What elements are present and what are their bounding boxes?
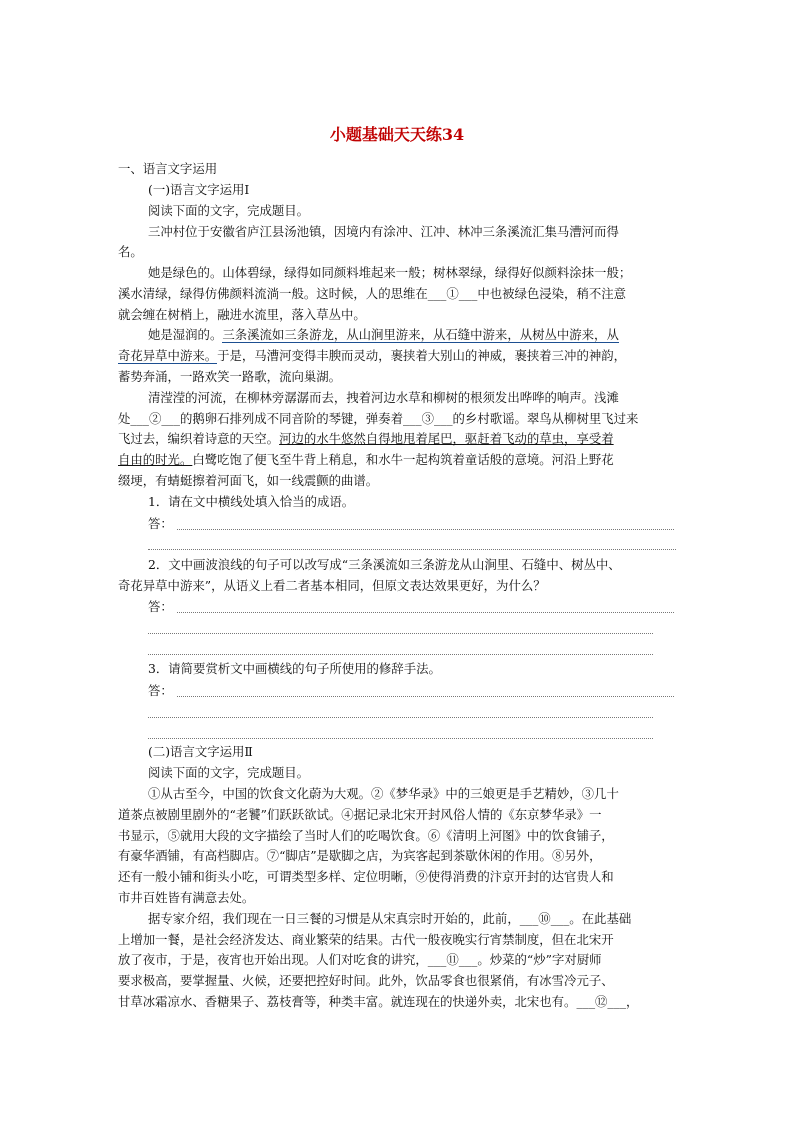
paragraph-line: 要求极高，要掌握量、火候，还要把控好时间。此外，饮品零食也很紧俏，有冰雪冷元子、	[118, 973, 614, 988]
answer-line[interactable]	[177, 696, 674, 697]
paragraph-line: 缀埂，有蜻蜓擦着河面飞，如一线震颤的曲谱。	[118, 473, 379, 488]
text-fragment: 白鹭吃饱了便飞至牛背上稍息，和水牛一起构筑着童话般的意境。河沿上野花	[192, 452, 614, 467]
wavy-underlined-sentence: 三条溪流如三条游龙，从山涧里游来，从石缝中游来，从树丛中游来，从	[222, 327, 619, 342]
paragraph-line: 市井百姓皆有满意去处。	[118, 890, 255, 905]
paragraph-line: 就会缠在树梢上，融进水流里，落入草丛中。	[118, 307, 366, 322]
paragraph-line: 还有一般小铺和街头小吃，可谓类型多样、定位明晰，⑨使得消费的汴京开封的达官贵人和	[118, 869, 614, 884]
answer-label: 答：	[148, 683, 173, 698]
instruction: 阅读下面的文字，完成题目。	[148, 203, 310, 218]
paragraph-line: 有豪华酒铺，有高档脚店。⑦“脚店”是歇脚之店，为宾客起到茶歇休闲的作用。⑧另外，	[118, 848, 602, 863]
answer-line[interactable]	[148, 717, 653, 718]
question-3: 3．请简要赏析文中画横线的句子所使用的修辞手法。	[148, 661, 441, 676]
subsection-heading: (二)语言文字运用Ⅱ	[148, 744, 253, 759]
paragraph-line: 道茶点被剧里剧外的“老饕”们跃跃欲试。④据记录北宋开封风俗人情的《东京梦华录》一	[118, 807, 602, 822]
answer-label: 答：	[148, 516, 173, 531]
paragraph-line: 放了夜市，于是，夜宵也开始出现。人们对吃食的讲究，___⑪___。炒菜的“炒”字对厨师	[118, 952, 602, 967]
underlined-sentence-end: 自由的时光。	[118, 452, 193, 467]
paragraph-line: 蓄势奔涌，一路欢笑一路歌，流向巢湖。	[118, 369, 342, 384]
answer-line[interactable]	[148, 738, 653, 739]
section-heading: 一、语言文字运用	[118, 161, 218, 176]
wavy-underlined-sentence-end: 奇花异草中游来。	[118, 348, 218, 363]
paragraph-line: 她是绿色的。山体碧绿，绿得如同颜料堆起来一般；树林翠绿，绿得好似颜料涂抹一般；	[148, 265, 632, 280]
page-title: 小题基础天天练34	[329, 125, 465, 144]
question-2-line: 奇花异草中游来”，从语义上看二者基本相同，但原文表达效果更好，为什么？	[118, 578, 546, 593]
paragraph-line	[118, 450, 678, 470]
paragraph-line: ①从古至今，中国的饮食文化蔚为大观。②《梦华录》中的三娘更是手艺精妙，③几十	[148, 786, 619, 801]
question-2: 2．文中画波浪线的句子可以改写成“三条溪流如三条游龙从山涧里、石缝中、树丛中、	[148, 557, 621, 572]
answer-line[interactable]	[148, 633, 653, 634]
underlined-sentence: 河边的水牛悠然自得地甩着尾巴，驱赶着飞动的草虫，享受着	[279, 431, 614, 446]
question-1: 1．请在文中横线处填入恰当的成语。	[148, 494, 355, 509]
answer-line[interactable]	[148, 654, 653, 655]
answer-line[interactable]	[177, 612, 674, 613]
paragraph-line: 三冲村位于安徽省庐江县汤池镇，因境内有涂冲、江冲、林冲三条溪流汇集马漕河而得	[148, 224, 619, 239]
paragraph-line	[118, 346, 678, 366]
paragraph-line	[148, 325, 678, 345]
text-fragment: 于是，马漕河变得丰腴而灵动，裹挟着大别山的神威，裹挟着三冲的神韵，	[217, 348, 627, 363]
instruction: 阅读下面的文字，完成题目。	[148, 765, 310, 780]
paragraph-line: 书显示，⑤就用大段的文字描绘了当时人们的吃喝饮食。⑥《清明上河图》中的饮食铺子，	[118, 828, 614, 843]
paragraph-line: 上增加一餐，是社会经济发达、商业繁荣的结果。古代一般夜晚实行宵禁制度，但在北宋开	[118, 932, 614, 947]
paragraph-line	[118, 429, 678, 449]
paragraph-line: 据专家介绍，我们现在一日三餐的习惯是从宋真宗时开始的，此前，___⑩___。在此基础	[148, 911, 632, 926]
paragraph-line: 溪水清绿，绿得仿佛颜料流淌一般。这时候，人的思维在___①___中也被绿色浸染，稍不注意	[118, 286, 627, 301]
subsection-heading: (一)语言文字运用Ⅰ	[148, 182, 250, 197]
paragraph-line: 清滢滢的河流，在柳林旁潺潺而去，拽着河边水草和柳树的根须发出哗哗的响声。浅滩	[148, 390, 619, 405]
paragraph-line: 处___②___的鹅卵石排列成不同音阶的琴键，弹奏着___③___的乡村歌谣。翠鸟从柳树里飞过来	[118, 411, 639, 426]
text-fragment: 飞过去，编织着诗意的天空。	[118, 431, 280, 446]
answer-line[interactable]	[148, 549, 676, 550]
paragraph-line: 名。	[118, 244, 143, 259]
paragraph-line: 甘草冰霜凉水、香糖果子、荔枝膏等，种类丰富。就连现在的快递外卖，北宋也有。___⑫___，	[118, 994, 639, 1009]
text-fragment: 她是湿润的。	[148, 327, 223, 342]
answer-label: 答：	[148, 599, 173, 614]
answer-line[interactable]	[177, 529, 674, 530]
